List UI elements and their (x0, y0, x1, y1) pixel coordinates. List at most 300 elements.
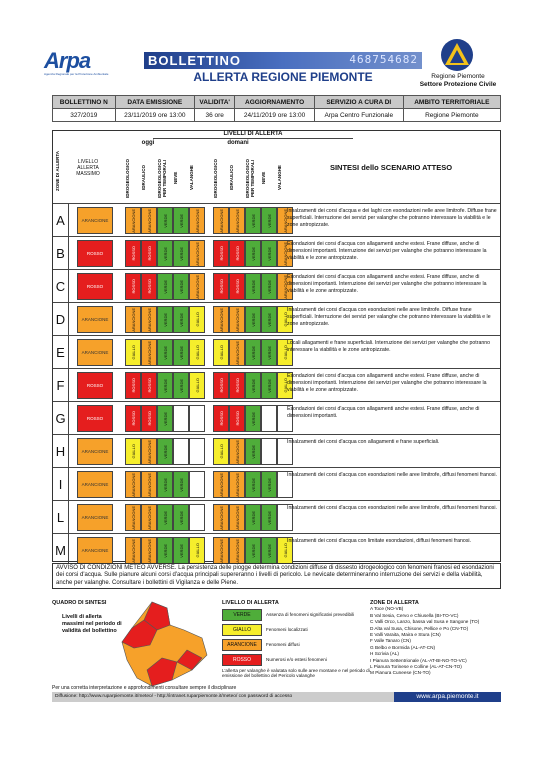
level-cell (125, 537, 141, 564)
level-cell (245, 240, 261, 267)
level-cell-label: VERDE (266, 246, 272, 261)
level-cell-label: ARANCIONE (282, 241, 288, 266)
level-cell (189, 504, 205, 531)
level-cell (213, 273, 229, 300)
level-cell-label: VERDE (178, 477, 184, 492)
max-level-cell: ROSSO (77, 240, 113, 267)
website-link[interactable]: www.arpa.piemonte.it (394, 692, 501, 702)
level-cell-label: ARANCIONE (130, 472, 136, 497)
level-cell (229, 372, 245, 399)
level-cell (173, 240, 189, 267)
level-cell-label: ROSSO (130, 279, 136, 294)
column-header: IDROGEOLOGICO (125, 158, 130, 198)
alert-row (53, 434, 500, 467)
alert-row (53, 401, 500, 434)
level-cell-label: GIALLO (282, 378, 288, 393)
level-cell (189, 306, 205, 333)
level-cell (229, 504, 245, 531)
level-cell (213, 372, 229, 399)
level-cell-label: VERDE (266, 510, 272, 525)
level-cell-label: ARANCIONE (130, 307, 136, 332)
alert-row (53, 335, 500, 368)
bulletin-banner (144, 52, 422, 69)
level-cell (213, 339, 229, 366)
level-cell (189, 372, 205, 399)
max-level-cell: ARANCIONE (77, 471, 113, 498)
level-cell-label: VERDE (266, 378, 272, 393)
arpa-logo-subtitle: Agenzia Regionale per la Protezione Ambientale (44, 72, 109, 76)
level-cell (229, 306, 245, 333)
level-cell (141, 471, 157, 498)
region-line-1: Regione Piemonte (431, 73, 485, 80)
alert-row (53, 203, 500, 236)
oggi-label: oggi (141, 140, 155, 146)
zone-item: L Pianura Torinese e Colline (AL-AT-CN-TO) (370, 664, 462, 670)
level-cell-label: VERDE (250, 543, 256, 558)
level-cell-label: VERDE (162, 213, 168, 228)
level-cell-label: VERDE (178, 246, 184, 261)
region-line-2: Settore Protezione Civile (419, 81, 497, 88)
level-cell-label: GIALLO (194, 543, 200, 558)
meta-value: 24/11/2019 ore 13:00 (235, 109, 315, 122)
level-cell-label: VERDE (162, 312, 168, 327)
level-cell (173, 438, 189, 465)
level-cell-label: ROSSO (130, 411, 136, 426)
weather-warning-notice: AVVISO DI CONDIZIONI METEO AVVERSE. La persistenza delle piogge determina condizioni diffuse di dissesto idrogeologico con fenomeni franosi ed esondazioni dei corsi d'acqua. Sulle pianure alcuni corsi d'acqua principali supereranno i livelli di pericolo. Le nevicate determineranno interruzione dei servizi e della viabilità, anche per valanghe. Consultare i bollettini di Vigilanza e delle Piene. (52, 563, 501, 589)
column-header: NEVE (261, 171, 266, 185)
level-cell-label: VERDE (162, 510, 168, 525)
zone-item: E Valli Varaita, Maira e Stura (CN) (370, 632, 441, 638)
level-cell (157, 207, 173, 234)
level-cell (189, 537, 205, 564)
levels-title: LIVELLI DI ALLERTA (153, 131, 353, 139)
domani-label: domani (227, 140, 249, 146)
column-header: VALANGHE (277, 165, 282, 191)
alert-row (53, 236, 500, 269)
level-cell (189, 273, 205, 300)
max-level-cell: ARANCIONE (77, 504, 113, 531)
column-header: NEVE (173, 171, 178, 185)
level-cell-label: ARANCIONE (234, 439, 240, 464)
zone-letter: A (53, 204, 69, 236)
column-header: IDROGEOLOGICO (213, 158, 218, 198)
level-cell (189, 438, 205, 465)
level-cell (173, 339, 189, 366)
level-cell-label: GIALLO (194, 378, 200, 393)
zone-letter: C (53, 270, 69, 302)
level-cell-label: VERDE (178, 345, 184, 360)
level-cell (245, 537, 261, 564)
legend-description: Fenomeni localizzati (266, 627, 308, 633)
arpa-logo-text: Arpa (44, 48, 91, 73)
meta-header: AMBITO TERRITORIALE (403, 96, 500, 109)
level-cell (261, 339, 277, 366)
level-cell (141, 372, 157, 399)
level-cell-label: ARANCIONE (194, 274, 200, 299)
level-cell (173, 537, 189, 564)
level-cell (245, 504, 261, 531)
level-cell-label: GIALLO (218, 345, 224, 360)
level-cell (261, 240, 277, 267)
level-cell-label: ARANCIONE (146, 307, 152, 332)
avalanche-note: L'allerta per valanghe è valutata solo sulle aree montane e nel periodo di emissione del bollettino del Pericolo valanghe (222, 668, 370, 679)
level-cell (189, 207, 205, 234)
level-cell (141, 504, 157, 531)
level-cell (261, 504, 277, 531)
level-cell-label: ARANCIONE (146, 208, 152, 233)
legend-title: LIVELLO DI ALLERTA (222, 600, 279, 606)
level-cell-label: ROSSO (218, 246, 224, 261)
alert-row (53, 269, 500, 302)
zone-item: C Valli Orco, Lanzo, bassa val Susa e Sangone (TO) (370, 619, 480, 625)
column-header: IDRAULICO (229, 165, 234, 191)
level-cell-label: VERDE (250, 345, 256, 360)
level-cell (261, 438, 277, 465)
level-cell-label: GIALLO (194, 312, 200, 327)
protezione-civile-logo-icon (440, 38, 474, 72)
level-cell (229, 537, 245, 564)
region-label (418, 73, 498, 89)
level-cell-label: ARANCIONE (282, 274, 288, 299)
column-header: IDRAULICO (141, 165, 146, 191)
max-level-cell: ARANCIONE (77, 537, 113, 564)
meta-value: 36 ore (195, 109, 235, 122)
level-cell-label: ARANCIONE (130, 538, 136, 563)
level-cell-label: VERDE (178, 378, 184, 393)
scenario-text: Esondazioni dei corsi d'acqua con allagamenti anche estesi. Frane diffuse, anche di dimensioni importanti. Interruzione dei servizi per valanghe che potranno interessare la viabilità e le zone antropizzate. (287, 274, 487, 294)
column-header: VALANGHE (189, 165, 194, 191)
level-cell-label: ROSSO (218, 279, 224, 294)
max-level-cell: ROSSO (77, 405, 113, 432)
level-cell (213, 537, 229, 564)
level-cell (141, 240, 157, 267)
level-cell-label: VERDE (162, 246, 168, 261)
legend-description: Assenza di fenomeni significativi prevedibili (266, 612, 355, 618)
bulletin-banner-number: 468754682 (349, 53, 418, 66)
level-cell-label: ARANCIONE (146, 439, 152, 464)
level-cell (189, 240, 205, 267)
zone-letter: G (53, 402, 69, 434)
level-cell-label: VERDE (178, 213, 184, 228)
legend-row (222, 639, 372, 651)
level-cell-label: ARANCIONE (146, 538, 152, 563)
level-cell (229, 240, 245, 267)
level-cell-label: VERDE (250, 213, 256, 228)
level-cell-label: VERDE (250, 510, 256, 525)
level-cell-label: ARANCIONE (146, 472, 152, 497)
level-cell-label: ARANCIONE (218, 472, 224, 497)
level-cell-label: ROSSO (218, 411, 224, 426)
level-cell (141, 306, 157, 333)
bulletin-meta-table (52, 95, 501, 122)
max-level-cell: ARANCIONE (77, 339, 113, 366)
level-cell (245, 207, 261, 234)
level-cell-label: ROSSO (146, 378, 152, 393)
legend-swatch: ROSSO (222, 654, 262, 666)
max-level-cell: ARANCIONE (77, 306, 113, 333)
level-cell-label: ARANCIONE (234, 538, 240, 563)
level-cell-label: VERDE (162, 411, 168, 426)
diffusion-links: Diffusione: http://www.ruparpiemonte.it/meteo/ - http://intranet.ruparpiemonte.it/meteo/ con password di accesso (52, 692, 501, 702)
level-cell-label: ARANCIONE (234, 208, 240, 233)
level-cell-label: ROSSO (146, 279, 152, 294)
level-cell (245, 339, 261, 366)
level-cell-label: VERDE (162, 378, 168, 393)
legend-description: Numerosi e/o estesi fenomeni (266, 657, 327, 663)
level-cell (229, 438, 245, 465)
level-cell-label: ARANCIONE (130, 208, 136, 233)
level-cell (157, 405, 173, 432)
level-cell-label: GIALLO (130, 444, 136, 459)
zone-item: I Pianura Settentrionale (AL-AT-BI-NO-TO-VC) (370, 657, 467, 663)
meta-header: DATA EMISSIONE (115, 96, 195, 109)
level-cell-label: VERDE (162, 477, 168, 492)
level-cell (229, 207, 245, 234)
level-cell-label: ARANCIONE (194, 241, 200, 266)
arpa-logo (44, 50, 124, 86)
level-cell-label: VERDE (250, 246, 256, 261)
level-cell (141, 537, 157, 564)
level-cell (141, 207, 157, 234)
alert-legend (222, 600, 372, 666)
level-cell-label: ROSSO (234, 378, 240, 393)
level-cell (141, 405, 157, 432)
level-cell (213, 207, 229, 234)
level-cell-label: VERDE (266, 477, 272, 492)
max-level-cell: ARANCIONE (77, 207, 113, 234)
level-cell (261, 306, 277, 333)
level-cell (213, 504, 229, 531)
level-cell (245, 372, 261, 399)
bulletin-subtitle: ALLERTA REGIONE PIEMONTE (193, 70, 373, 84)
level-cell (157, 240, 173, 267)
level-cell-label: VERDE (250, 279, 256, 294)
level-cell (229, 339, 245, 366)
alert-row (53, 533, 500, 566)
level-cell-label: VERDE (266, 213, 272, 228)
level-cell-label: VERDE (250, 378, 256, 393)
column-header: IDROGEOLOGICO PER TEMPORALI (245, 158, 255, 198)
level-cell-label: VERDE (266, 345, 272, 360)
level-cell (173, 273, 189, 300)
level-cell (125, 306, 141, 333)
level-cell (213, 438, 229, 465)
zone-item: D Alta val Susa, Chisone, Pellice e Po (CN-TO) (370, 625, 469, 631)
level-cell-label: ROSSO (130, 246, 136, 261)
level-cell-label: GIALLO (130, 345, 136, 360)
level-cell (189, 405, 205, 432)
level-cell-label: VERDE (266, 279, 272, 294)
level-cell (125, 471, 141, 498)
zone-item: G Belbo e Bormida (AL-AT-CN) (370, 644, 436, 650)
legend-swatch: VERDE (222, 609, 262, 621)
level-cell-label: ARANCIONE (218, 505, 224, 530)
level-cell-label: VERDE (162, 279, 168, 294)
level-cell-label: ARANCIONE (218, 538, 224, 563)
level-cell-label: VERDE (178, 279, 184, 294)
level-cell (245, 306, 261, 333)
bulletin-title: BOLLETTINO (148, 53, 242, 68)
scenario-text: Esondazioni dei corsi d'acqua con allagamenti anche estesi. Frane diffuse, anche di dimensioni importanti. Interruzione dei servizi per valanghe che potranno interessare la viabilità e le zone antropizzate. (287, 241, 487, 261)
scenario-text: Innalzamenti dei corsi d'acqua con limitate esondazioni, diffusi fenomeni franosi. (287, 538, 472, 544)
summary-label: Livelli di allerta massimi nel periodo di validità del bollettino (62, 614, 122, 634)
zone-letter: F (53, 369, 69, 401)
zone-letter: I (53, 468, 69, 500)
level-cell (229, 405, 245, 432)
zone-label: ZONE DI ALLERTA (55, 151, 60, 191)
zone-item: A Toce (NO-VB) (370, 606, 404, 612)
level-cell (173, 471, 189, 498)
level-cell-label: ROSSO (234, 246, 240, 261)
max-level-cell: ARANCIONE (77, 438, 113, 465)
level-cell-label: ARANCIONE (234, 307, 240, 332)
level-cell (157, 372, 173, 399)
level-cell-label: GIALLO (194, 345, 200, 360)
alert-row (53, 467, 500, 500)
zone-letter: L (53, 501, 69, 533)
level-cell (213, 405, 229, 432)
meta-value: 327/2019 (53, 109, 116, 122)
level-cell-label: VERDE (178, 543, 184, 558)
level-cell (125, 438, 141, 465)
level-cell (157, 339, 173, 366)
level-cell (141, 438, 157, 465)
level-cell-label: VERDE (266, 312, 272, 327)
meta-value: Regione Piemonte (403, 109, 500, 122)
level-cell (245, 405, 261, 432)
level-cell-label: ROSSO (130, 378, 136, 393)
zones-title: ZONE DI ALLERTA (370, 600, 419, 606)
level-cell (245, 273, 261, 300)
alert-grid (52, 130, 501, 562)
level-cell (157, 273, 173, 300)
level-cell-label: GIALLO (282, 312, 288, 327)
level-cell-label: ROSSO (234, 411, 240, 426)
max-level-cell: ROSSO (77, 273, 113, 300)
zone-letter: E (53, 336, 69, 368)
scenario-text: Innalzamenti dei corsi d'acqua con esondazioni nelle aree limitrofe, diffusi fenomeni franosi. (287, 505, 497, 511)
legend-row (222, 624, 372, 636)
level-cell (261, 471, 277, 498)
level-cell-label: VERDE (266, 543, 272, 558)
level-cell (157, 306, 173, 333)
level-cell (157, 504, 173, 531)
level-cell (173, 504, 189, 531)
level-cell (189, 339, 205, 366)
level-cell (125, 207, 141, 234)
level-cell-label: VERDE (178, 312, 184, 327)
level-cell (157, 537, 173, 564)
zone-item: M Pianura Cuneese (CN-TO) (370, 670, 431, 676)
level-cell (157, 438, 173, 465)
meta-header: BOLLETTINO N (53, 96, 116, 109)
level-cell (173, 306, 189, 333)
level-cell (261, 537, 277, 564)
legend-row (222, 654, 372, 666)
level-cell (245, 438, 261, 465)
level-cell-label: ROSSO (218, 378, 224, 393)
column-header: IDROGEOLOGICO PER TEMPORALI (157, 158, 167, 198)
level-cell (125, 273, 141, 300)
scenario-text: Innalzamenti dei corsi d'acqua con esondazioni nelle aree limitrofe. Diffuse frane superficiali. Interruzione dei servizi per valanghe che potranno interessare la viabilità e le zone antropizzate. (287, 307, 491, 327)
level-cell (157, 471, 173, 498)
zone-item: B Val Sesia, Cervo e Chiusella (BI-TO-VC) (370, 612, 459, 618)
level-cell (261, 207, 277, 234)
level-cell (125, 405, 141, 432)
level-cell (189, 471, 205, 498)
level-cell (125, 339, 141, 366)
level-cell (213, 306, 229, 333)
level-cell-label: ARANCIONE (194, 208, 200, 233)
level-cell-label: ARANCIONE (146, 505, 152, 530)
level-cell-label: ARANCIONE (130, 505, 136, 530)
level-cell-label: VERDE (250, 312, 256, 327)
level-cell (229, 273, 245, 300)
level-cell-label: ROSSO (146, 411, 152, 426)
level-cell-label: ARANCIONE (218, 208, 224, 233)
zone-item: H Scrivia (AL) (370, 651, 399, 657)
level-cell-label: VERDE (162, 444, 168, 459)
scenario-text: Locali allagamenti e frane superficiali. Interruzione dei servizi per valanghe che potranno interessare la viabilità e le zone antropizzate. (287, 340, 491, 353)
level-cell (141, 339, 157, 366)
level-cell-label: VERDE (250, 411, 256, 426)
footer-note: Per una corretta interpretazione e approfondimenti consultare sempre il disciplinare (52, 685, 237, 691)
meta-value: Arpa Centro Funzionale (314, 109, 403, 122)
meta-header: VALIDITA' (195, 96, 235, 109)
synthesis-title: SINTESI dello SCENARIO ATTESO (329, 163, 453, 172)
level-cell (245, 471, 261, 498)
level-cell (213, 471, 229, 498)
level-cell-label: ROSSO (234, 279, 240, 294)
level-cell-label: ARANCIONE (146, 340, 152, 365)
level-cell-label: ROSSO (146, 246, 152, 261)
level-cell (213, 240, 229, 267)
max-level-label: LIVELLO ALLERTA MASSIMO (76, 159, 100, 177)
zones-list (370, 600, 510, 677)
level-cell-label: VERDE (178, 510, 184, 525)
legend-swatch: GIALLO (222, 624, 262, 636)
scenario-text: Esondazioni dei corsi d'acqua con allagamenti anche estesi. Frane diffuse, anche di dimensioni importanti. Interruzione dei servizi per valanghe che potranno interessare la viabilità e le zone antropizzate. (287, 373, 487, 393)
scenario-text: Esondazioni dei corsi d'acqua con allagamenti anche estesi. Frane diffuse, anche di dimensioni importanti. (287, 406, 480, 419)
scenario-text: Innalzamenti dei corsi d'acqua con esondazioni nelle aree limitrofe, diffusi fenomeni franosi. (287, 472, 497, 478)
level-cell-label: VERDE (162, 345, 168, 360)
level-cell (261, 372, 277, 399)
alert-row (53, 500, 500, 533)
level-cell-label: ARANCIONE (282, 208, 288, 233)
zone-letter: D (53, 303, 69, 335)
level-cell-label: VERDE (250, 477, 256, 492)
zone-letter: H (53, 435, 69, 467)
level-cell (261, 405, 277, 432)
level-cell-label: ARANCIONE (234, 505, 240, 530)
level-cell-label: GIALLO (282, 543, 288, 558)
level-cell (125, 504, 141, 531)
alert-row (53, 368, 500, 401)
scenario-text: Innalzamenti dei corsi d'acqua con allagamenti e frane superficiali. (287, 439, 440, 445)
scenario-text: Innalzamenti dei corsi d'acqua e dei laghi con esondazioni nelle aree limitrofe. Diffuse frane superficiali. Interruzione dei servizi per valanghe che potranno interessare la viabilità e le zone antropizzate. (287, 208, 497, 228)
zone-item: F Valle Tanaro (CN) (370, 638, 411, 644)
meta-header: SERVIZIO A CURA DI (314, 96, 403, 109)
level-cell-label: VERDE (162, 543, 168, 558)
zone-letter: B (53, 237, 69, 269)
level-cell (229, 471, 245, 498)
legend-description: Fenomeni diffusi (266, 642, 300, 648)
level-cell (173, 405, 189, 432)
level-cell (173, 372, 189, 399)
level-cell-label: VERDE (250, 444, 256, 459)
level-cell-label: ARANCIONE (234, 472, 240, 497)
level-cell (125, 240, 141, 267)
